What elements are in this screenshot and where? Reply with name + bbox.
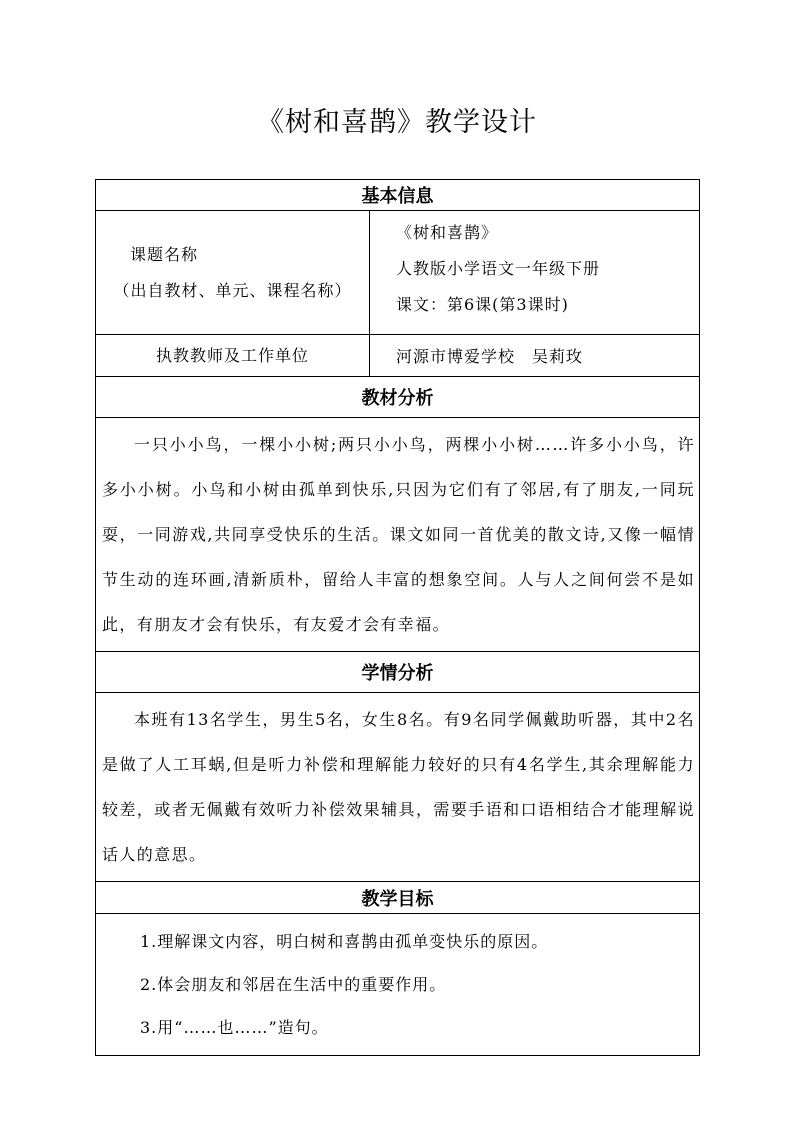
student-analysis-cell [96, 693, 700, 882]
course-textbook: 人教版小学语文一年级下册 [396, 259, 601, 278]
teacher-row [96, 335, 700, 377]
course-label: 课题名称 [130, 244, 199, 264]
lesson-plan-table [95, 179, 700, 1056]
page-title: 《树和喜鹊》教学设计 [257, 107, 537, 138]
student-analysis-header-row [96, 652, 700, 693]
student-analysis-header: 学情分析 [96, 652, 700, 693]
goal-item: 1.理解课文内容，明白树和喜鹊由孤单变快乐的原因。 [140, 932, 549, 951]
material-analysis-header: 教材分析 [96, 377, 700, 418]
material-analysis-cell [96, 418, 700, 652]
goal-item: 3.用“……也……”造句。 [140, 1018, 329, 1037]
course-title: 《树和喜鹊》 [396, 223, 499, 242]
teaching-goals-cell [96, 914, 700, 1056]
material-analysis-text: 一只小小鸟，一棵小小树;两只小小鸟，两棵小小树……许多小小鸟，许多小小树。小鸟和小树由孤单到快乐,只因为它们有了邻居,有了朋友,一同玩耍，一同游戏,共同享受快乐的生活。课文如同一首优美的散文诗,又像一幅情节生动的连环画,清新质朴，留给人丰富的想象空间。人与人之间何尝不是如此，有朋友才会有快乐，有友爱才会有幸福。 [102, 435, 695, 634]
teaching-goals-header-row [96, 882, 700, 914]
teacher-label: 执教教师及工作单位 [96, 335, 370, 377]
teacher-value: 河源市博爱学校 吴莉玫 [370, 335, 700, 377]
course-label-cell [96, 211, 370, 335]
course-value-cell [370, 211, 700, 335]
course-label-note: （出自教材、单元、课程名称） [113, 280, 352, 300]
teaching-goals-row [96, 914, 700, 1056]
material-analysis-row [96, 418, 700, 652]
course-lesson: 课文：第6课(第3课时) [396, 295, 569, 314]
teaching-goals-header: 教学目标 [96, 882, 700, 914]
basic-info-header-row [96, 180, 700, 211]
basic-info-header: 基本信息 [96, 180, 700, 211]
goal-item: 2.体会朋友和邻居在生活中的重要作用。 [140, 975, 447, 994]
material-analysis-header-row [96, 377, 700, 418]
student-analysis-row [96, 693, 700, 882]
student-analysis-text: 本班有13名学生，男生5名，女生8名。有9名同学佩戴助听器，其中2名是做了人工耳蜗,但是听力补偿和理解能力较好的只有4名学生,其余理解能力较差，或者无佩戴有效听力补偿效果辅具，需要手语和口语相结合才能理解说话人的意思。 [102, 710, 695, 864]
course-row [96, 211, 700, 335]
